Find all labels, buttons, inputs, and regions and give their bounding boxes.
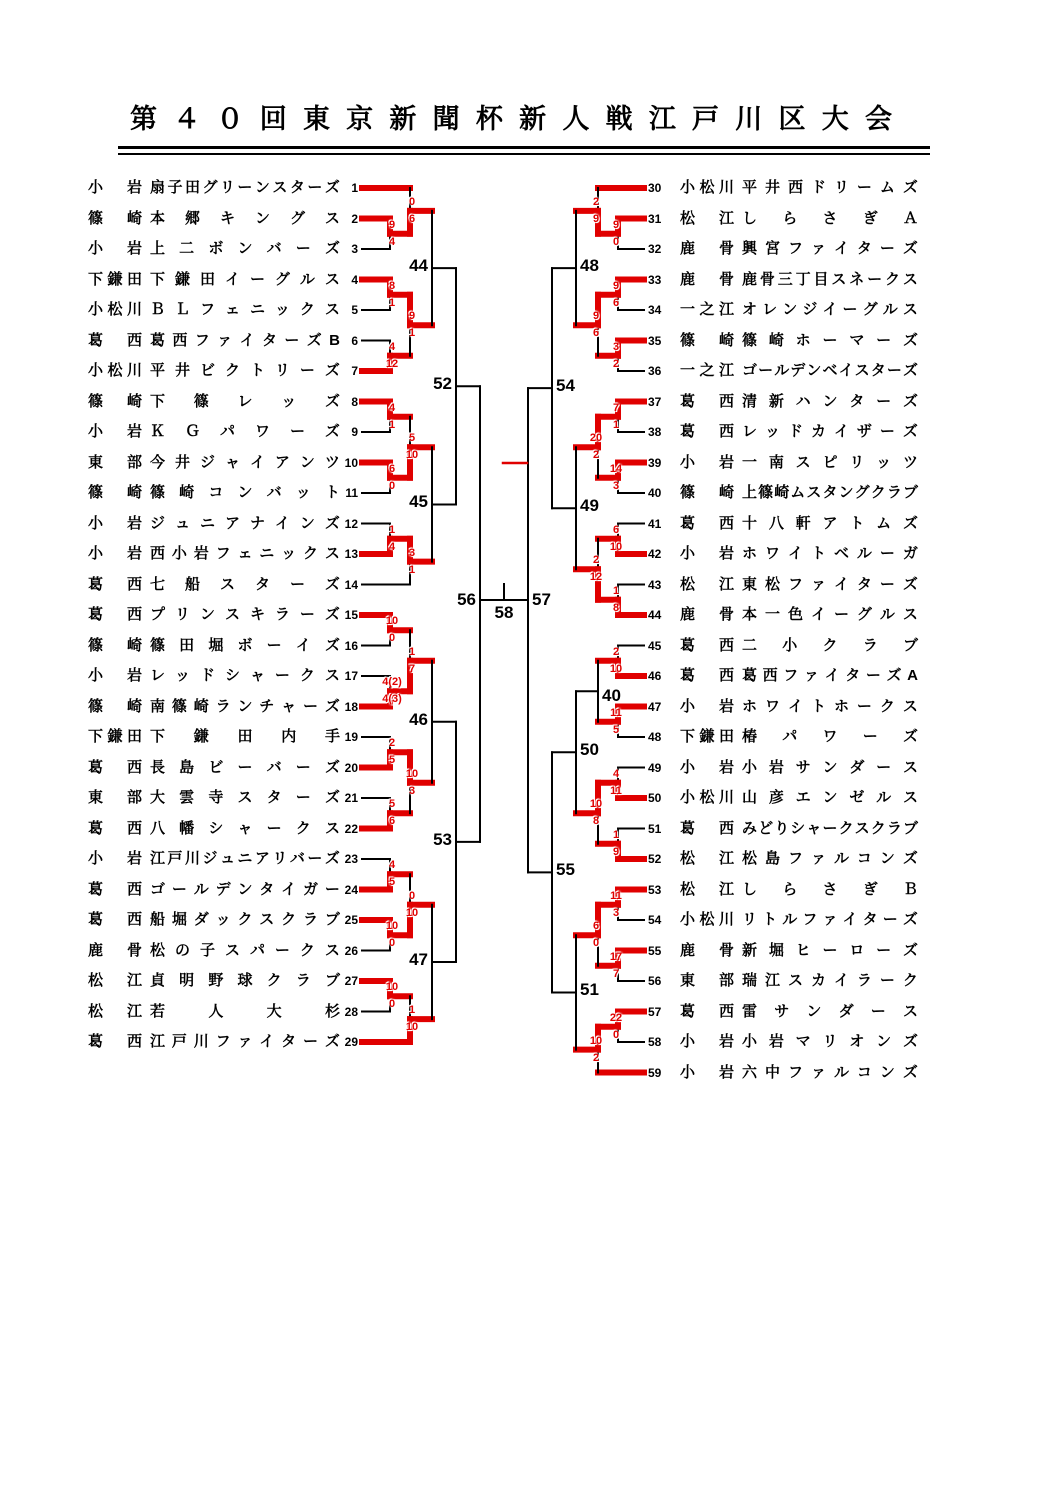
match-number: 44 <box>409 256 428 276</box>
team-region: 鹿 骨 <box>680 240 734 257</box>
score-label: 12 <box>589 571 603 584</box>
match-number: 40 <box>602 686 621 706</box>
team-name: 下 鎌 田 イ ー グ ル ス <box>150 270 340 288</box>
team-name: 一 南 ス ピ リ ッ ツ <box>742 453 918 471</box>
match-number: 49 <box>580 496 599 516</box>
team-region: 葛 西 <box>680 667 734 684</box>
score-label: 2 <box>388 737 396 750</box>
team-region: 小 松 川 <box>680 789 734 806</box>
match-number: 50 <box>580 740 599 760</box>
score-label: 2 <box>592 1051 600 1064</box>
team-seed: 31 <box>648 211 662 226</box>
team-name: 葛 西 フ ァ イ タ ー ズ B <box>150 331 340 349</box>
match-number: 51 <box>580 980 599 1000</box>
team-seed: 33 <box>648 272 662 287</box>
team-name: 雷 サ ン ダ ー ス <box>742 1002 918 1020</box>
team-name: オ レ ン ジ イ ー グ ル ス <box>742 301 918 318</box>
score-label: 4 <box>612 767 620 780</box>
team-seed: 2 <box>351 211 358 226</box>
team-region: 小 岩 <box>88 667 142 684</box>
score-label: 3 <box>408 784 416 797</box>
score-label: 10 <box>385 615 399 628</box>
match-number: 57 <box>532 590 551 609</box>
score-label: 2 <box>592 449 600 462</box>
score-label: 7 <box>612 401 620 414</box>
team-region: 下 鎌 田 <box>88 728 142 745</box>
team-name: 六 中 フ ァ ル コ ン ズ <box>742 1063 918 1081</box>
team-region: 鹿 骨 <box>680 606 734 623</box>
team-region: 小 松 川 <box>680 179 734 196</box>
team-name: ゴ ー ル デ ン ベ イ ス タ ー ズ <box>742 362 918 379</box>
score-label: 3 <box>612 906 620 919</box>
score-label: 2 <box>612 645 620 658</box>
team-region: 葛 西 <box>680 392 734 410</box>
team-region: 松 江 <box>88 1002 142 1020</box>
team-region: 松 江 <box>680 209 734 227</box>
team-name: 船 堀 ダ ッ ク ス ク ラ ブ <box>150 911 340 928</box>
team-name: 二 小 ク ラ ブ <box>742 636 918 654</box>
score-label: 10 <box>589 1034 603 1047</box>
team-seed: 20 <box>344 760 358 775</box>
score-label: 4 <box>388 340 396 353</box>
score-label: 2 <box>592 554 600 567</box>
team-name: 本 一 色 イ ー グ ル ス <box>742 606 918 623</box>
team-seed: 40 <box>648 486 662 500</box>
match-number: 56 <box>457 590 476 609</box>
team-name: 新 堀 ヒ ー ロ ー ズ <box>742 941 918 959</box>
score-label: 9 <box>388 218 396 231</box>
score-label: 8 <box>592 815 600 828</box>
team-region: 下 鎌 田 <box>680 728 734 745</box>
team-name: 八 幡 シ ャ ー ク ス <box>150 819 340 837</box>
score-label: 1 <box>612 828 620 841</box>
score-label: 1 <box>408 563 416 576</box>
team-region: 葛 西 <box>88 575 142 593</box>
team-name: 平 井 西 ド リ ー ム ズ <box>742 179 918 196</box>
team-name: 小 岩 サ ン ダ ー ス <box>742 758 918 776</box>
team-seed: 3 <box>351 242 358 256</box>
score-label: 11 <box>610 889 622 902</box>
team-name: 本 郷 キ ン グ ス <box>150 209 340 227</box>
team-seed: 52 <box>648 852 662 866</box>
team-name: Ｋ Ｇ パ ワ ー ズ <box>150 423 340 440</box>
score-label: 0 <box>408 889 416 902</box>
team-name: 下 鎌 田 内 手 <box>150 728 340 745</box>
score-label: 1 <box>408 1004 416 1017</box>
team-region: 小 岩 <box>88 423 142 440</box>
team-region: 小 岩 <box>88 240 142 257</box>
team-seed: 15 <box>344 608 358 622</box>
team-seed: 36 <box>648 364 662 378</box>
team-name: 上 二 ボ ン バ ー ズ <box>150 240 340 257</box>
team-region: 葛 西 <box>88 880 142 898</box>
team-name: 篠 田 堀 ボ ー イ ズ <box>150 636 340 654</box>
score-label: 10 <box>589 798 603 811</box>
tournament-title: 第 ４ ０ 回 東 京 新 聞 杯 新 人 戦 江 戸 川 区 大 会 <box>130 104 892 134</box>
team-region: 小 岩 <box>680 545 734 562</box>
score-label: 10 <box>405 767 419 780</box>
score-label: 3 <box>612 479 620 492</box>
team-seed: 5 <box>351 303 358 317</box>
team-name: 東 松 フ ァ イ タ ー ズ <box>742 575 918 593</box>
score-label: 8 <box>612 601 620 614</box>
score-label: 9 <box>612 845 620 858</box>
team-seed: 6 <box>351 333 358 348</box>
team-region: 葛 西 <box>88 911 142 928</box>
score-label: 10 <box>405 906 419 919</box>
team-name: 下 篠 レ ッ ズ <box>150 392 340 410</box>
final-match-number: 58 <box>494 603 514 622</box>
team-seed: 22 <box>344 821 358 836</box>
team-region: 一 之 江 <box>680 362 734 379</box>
team-name: 江 戸 川 ジ ュ ニ ア リ バ ー ズ <box>150 850 340 867</box>
team-name: Ｂ Ｌ フ ェ ニ ッ ク ス <box>150 301 340 318</box>
team-region: 葛 西 <box>680 423 734 440</box>
score-label: 3 <box>408 546 416 559</box>
team-region: 葛 西 <box>680 819 734 837</box>
team-name: プ リ ン ス キ ラ ー ズ <box>150 606 340 623</box>
team-name: 若 人 大 杉 <box>150 1002 340 1020</box>
team-seed: 54 <box>648 913 662 927</box>
score-label: 1 <box>612 418 620 431</box>
team-name: 貞 明 野 球 ク ラ ブ <box>150 972 340 989</box>
score-label: 5 <box>612 723 620 736</box>
score-label: 6 <box>408 212 416 225</box>
team-seed: 8 <box>351 394 358 409</box>
team-seed: 28 <box>344 1004 358 1019</box>
team-seed: 47 <box>648 699 662 714</box>
score-label: 11 <box>610 706 622 719</box>
score-label: 1 <box>388 296 396 309</box>
score-label: 4 <box>388 401 396 414</box>
team-region: 東 部 <box>88 789 142 806</box>
score-label: 0 <box>612 235 620 248</box>
score-label: 1 <box>388 418 396 431</box>
team-name: レ ッ ド シ ャ ー ク ス <box>150 667 340 684</box>
score-label: 1 <box>388 523 396 536</box>
team-name: 七 船 ス タ ー ズ <box>150 575 340 593</box>
score-label: 9 <box>612 279 620 292</box>
team-seed: 34 <box>648 303 662 317</box>
team-seed: 55 <box>648 943 662 958</box>
team-seed: 10 <box>344 455 358 470</box>
team-region: 松 江 <box>680 850 734 867</box>
score-label: 5 <box>388 876 396 889</box>
score-label: 2 <box>612 357 620 370</box>
team-seed: 59 <box>648 1065 662 1080</box>
team-name: 上 篠 崎 ム ス タ ン グ ク ラ ブ <box>742 484 918 501</box>
team-seed: 35 <box>648 333 662 348</box>
score-label: 12 <box>385 357 399 370</box>
score-label: 20 <box>589 432 603 445</box>
team-seed: 9 <box>351 425 358 439</box>
team-region: 下 鎌 田 <box>88 270 142 288</box>
score-label: 0 <box>388 998 396 1011</box>
score-label: 14 <box>609 462 623 475</box>
team-region: 篠 崎 <box>88 209 142 227</box>
team-seed: 30 <box>648 181 662 195</box>
score-label: 1 <box>612 584 620 597</box>
team-region: 小 岩 <box>88 514 142 532</box>
team-seed: 51 <box>648 821 662 836</box>
score-label: 6 <box>388 462 396 475</box>
score-label: 9 <box>592 212 600 225</box>
team-region: 葛 西 <box>88 331 142 349</box>
team-seed: 18 <box>344 699 358 714</box>
score-label: 17 <box>609 950 623 963</box>
team-seed: 17 <box>344 669 358 683</box>
score-label: 0 <box>612 1028 620 1041</box>
score-label: 10 <box>405 1021 419 1034</box>
team-seed: 11 <box>345 486 358 500</box>
team-name: 南 篠 崎 ラ ン チ ャ ー ズ <box>150 697 340 715</box>
score-label: 5 <box>408 432 416 445</box>
team-seed: 44 <box>648 608 662 622</box>
team-region: 東 部 <box>680 972 734 989</box>
match-number: 55 <box>556 860 575 880</box>
team-name: 興 宮 フ ァ イ タ ー ズ <box>742 240 918 257</box>
team-name: 篠 崎 コ ン バ ッ ト <box>150 484 340 501</box>
match-number: 53 <box>433 829 452 849</box>
team-region: 一 之 江 <box>680 301 734 318</box>
team-name: 平 井 ビ ク ト リ ー ズ <box>150 362 340 379</box>
team-name: ジ ュ ニ ア ナ イ ン ズ <box>150 514 340 532</box>
score-label: 9 <box>408 310 416 323</box>
team-region: 松 江 <box>88 972 142 989</box>
team-seed: 42 <box>648 547 662 561</box>
team-seed: 58 <box>648 1035 662 1049</box>
team-seed: 12 <box>344 516 358 531</box>
team-seed: 46 <box>648 669 662 683</box>
score-label: 4 <box>388 540 396 553</box>
team-name: 小 岩 マ リ オ ン ズ <box>742 1033 918 1050</box>
team-region: 篠 崎 <box>88 697 142 715</box>
team-region: 葛 西 <box>680 1002 734 1020</box>
score-label: 1 <box>408 327 416 340</box>
score-label: 6 <box>612 296 620 309</box>
score-label: 3 <box>612 340 620 353</box>
team-region: 葛 西 <box>680 636 734 654</box>
score-label: 9 <box>612 218 620 231</box>
team-name: 江 戸 川 フ ァ イ タ ー ズ <box>150 1033 340 1050</box>
team-name: 葛 西 フ ァ イ タ ー ズ A <box>742 667 918 684</box>
team-name: 瑞 江 ス カ イ ラ ー ク <box>742 972 918 989</box>
score-label: 0 <box>388 479 396 492</box>
team-name: 山 彦 エ ン ゼ ル ス <box>742 789 918 806</box>
team-name: 松 の 子 ス パ ー ク ス <box>150 941 340 959</box>
team-seed: 45 <box>648 638 662 653</box>
team-seed: 16 <box>344 638 358 653</box>
match-number: 48 <box>580 256 599 276</box>
team-seed: 50 <box>648 791 662 805</box>
score-label: 0 <box>592 937 600 950</box>
match-number: 54 <box>556 376 575 396</box>
team-region: 鹿 骨 <box>680 270 734 288</box>
team-region: 葛 西 <box>88 758 142 776</box>
team-seed: 14 <box>344 577 358 592</box>
team-seed: 4 <box>351 272 358 287</box>
team-seed: 7 <box>351 364 358 378</box>
team-region: 篠 崎 <box>88 636 142 654</box>
team-name: 大 雲 寺 ス タ ー ズ <box>150 789 340 806</box>
team-seed: 19 <box>344 730 358 744</box>
match-number: 52 <box>433 374 452 394</box>
score-label: 10 <box>385 920 399 933</box>
team-seed: 49 <box>648 760 662 775</box>
team-region: 小 岩 <box>88 545 142 562</box>
score-label: 4(3) <box>382 693 402 706</box>
score-label: 7 <box>408 662 416 675</box>
score-label: 6 <box>592 327 600 340</box>
team-name: し ら さ ぎ Ａ <box>742 209 918 227</box>
team-seed: 57 <box>648 1004 662 1019</box>
team-region: 葛 西 <box>88 819 142 837</box>
team-seed: 41 <box>648 516 662 531</box>
score-label: 1 <box>408 645 416 658</box>
team-seed: 23 <box>344 852 358 866</box>
score-label: 0 <box>388 937 396 950</box>
team-region: 小 岩 <box>680 758 734 776</box>
team-region: 篠 崎 <box>680 484 734 501</box>
score-label: 10 <box>609 540 623 553</box>
score-label: 4 <box>388 859 396 872</box>
team-seed: 37 <box>648 394 662 409</box>
score-label: 6 <box>592 920 600 933</box>
team-seed: 21 <box>344 791 358 805</box>
match-number: 46 <box>409 709 428 729</box>
team-seed: 29 <box>344 1035 358 1049</box>
team-name: 松 島 フ ァ ル コ ン ズ <box>742 850 918 867</box>
score-label: 4 <box>388 235 396 248</box>
team-region: 東 部 <box>88 453 142 471</box>
team-seed: 26 <box>344 943 358 958</box>
team-region: 小 岩 <box>680 1033 734 1050</box>
score-label: 22 <box>609 1011 623 1024</box>
team-name: レ ッ ド カ イ ザ ー ズ <box>742 423 918 440</box>
team-region: 葛 西 <box>88 606 142 623</box>
score-label: 8 <box>388 279 396 292</box>
team-name: 十 八 軒 ア ト ム ズ <box>742 514 918 532</box>
team-seed: 25 <box>344 913 358 927</box>
team-region: 篠 崎 <box>88 392 142 410</box>
team-seed: 38 <box>648 425 662 439</box>
score-label: 10 <box>405 449 419 462</box>
team-region: 葛 西 <box>680 514 734 532</box>
score-label: 5 <box>388 798 396 811</box>
team-region: 葛 西 <box>88 1033 142 1050</box>
team-name: ホ ワ イ ト ホ ー ク ス <box>742 697 918 715</box>
score-label: 6 <box>612 523 620 536</box>
team-seed: 48 <box>648 730 662 744</box>
score-label: 4(2) <box>382 676 402 689</box>
team-seed: 13 <box>344 547 358 561</box>
score-label: 10 <box>385 981 399 994</box>
score-label: 10 <box>609 662 623 675</box>
team-region: 小 岩 <box>680 453 734 471</box>
score-label: 6 <box>388 815 396 828</box>
score-label: 9 <box>592 310 600 323</box>
team-name: 篠 崎 ホ ー マ ー ズ <box>742 331 918 349</box>
score-label: 11 <box>610 784 622 797</box>
title-rule <box>118 146 930 155</box>
match-number: 45 <box>409 492 428 512</box>
team-name: み ど り シ ャ ー ク ス ク ラ ブ <box>742 819 918 837</box>
team-name: し ら さ ぎ Ｂ <box>742 880 918 898</box>
team-region: 小 岩 <box>88 179 142 196</box>
team-name: ホ ワ イ ト ベ ル ー ガ <box>742 545 918 562</box>
team-seed: 32 <box>648 242 662 256</box>
team-region: 鹿 骨 <box>680 941 734 959</box>
score-label: 7 <box>612 967 620 980</box>
team-seed: 53 <box>648 882 662 897</box>
team-seed: 27 <box>344 974 358 988</box>
score-label: 0 <box>388 632 396 645</box>
team-name: リ ト ル フ ァ イ タ ー ズ <box>742 911 918 928</box>
team-region: 小 岩 <box>680 1063 734 1081</box>
team-name: 長 島 ビ ー バ ー ズ <box>150 758 340 776</box>
team-region: 鹿 骨 <box>88 941 142 959</box>
team-region: 小 松 川 <box>88 362 142 379</box>
team-seed: 39 <box>648 455 662 470</box>
team-name: 鹿 骨 三 丁 目 ス ネ ー ク ス <box>742 270 918 288</box>
team-region: 松 江 <box>680 880 734 898</box>
team-region: 篠 崎 <box>88 484 142 501</box>
team-name: 清 新 ハ ン タ ー ズ <box>742 392 918 410</box>
team-region: 小 松 川 <box>680 911 734 928</box>
team-seed: 43 <box>648 577 662 592</box>
team-name: 今 井 ジ ャ イ ア ン ツ <box>150 453 340 471</box>
team-seed: 56 <box>648 974 662 988</box>
match-number: 47 <box>409 949 428 969</box>
score-label: 5 <box>388 754 396 767</box>
team-region: 小 岩 <box>88 850 142 867</box>
team-region: 篠 崎 <box>680 331 734 349</box>
team-seed: 24 <box>344 882 358 897</box>
team-region: 小 松 川 <box>88 301 142 318</box>
team-name: ゴ ー ル デ ン タ イ ガ ー <box>150 880 340 898</box>
team-name: 扇 子 田 グ リ ー ン ス タ ー ズ <box>150 179 340 196</box>
team-region: 松 江 <box>680 575 734 593</box>
team-name: 椿 パ ワ ー ズ <box>742 728 918 745</box>
team-name: 西 小 岩 フ ェ ニ ッ ク ス <box>150 545 340 562</box>
team-region: 小 岩 <box>680 697 734 715</box>
score-label: 0 <box>408 195 416 208</box>
team-seed: 1 <box>351 181 358 195</box>
score-label: 2 <box>592 195 600 208</box>
